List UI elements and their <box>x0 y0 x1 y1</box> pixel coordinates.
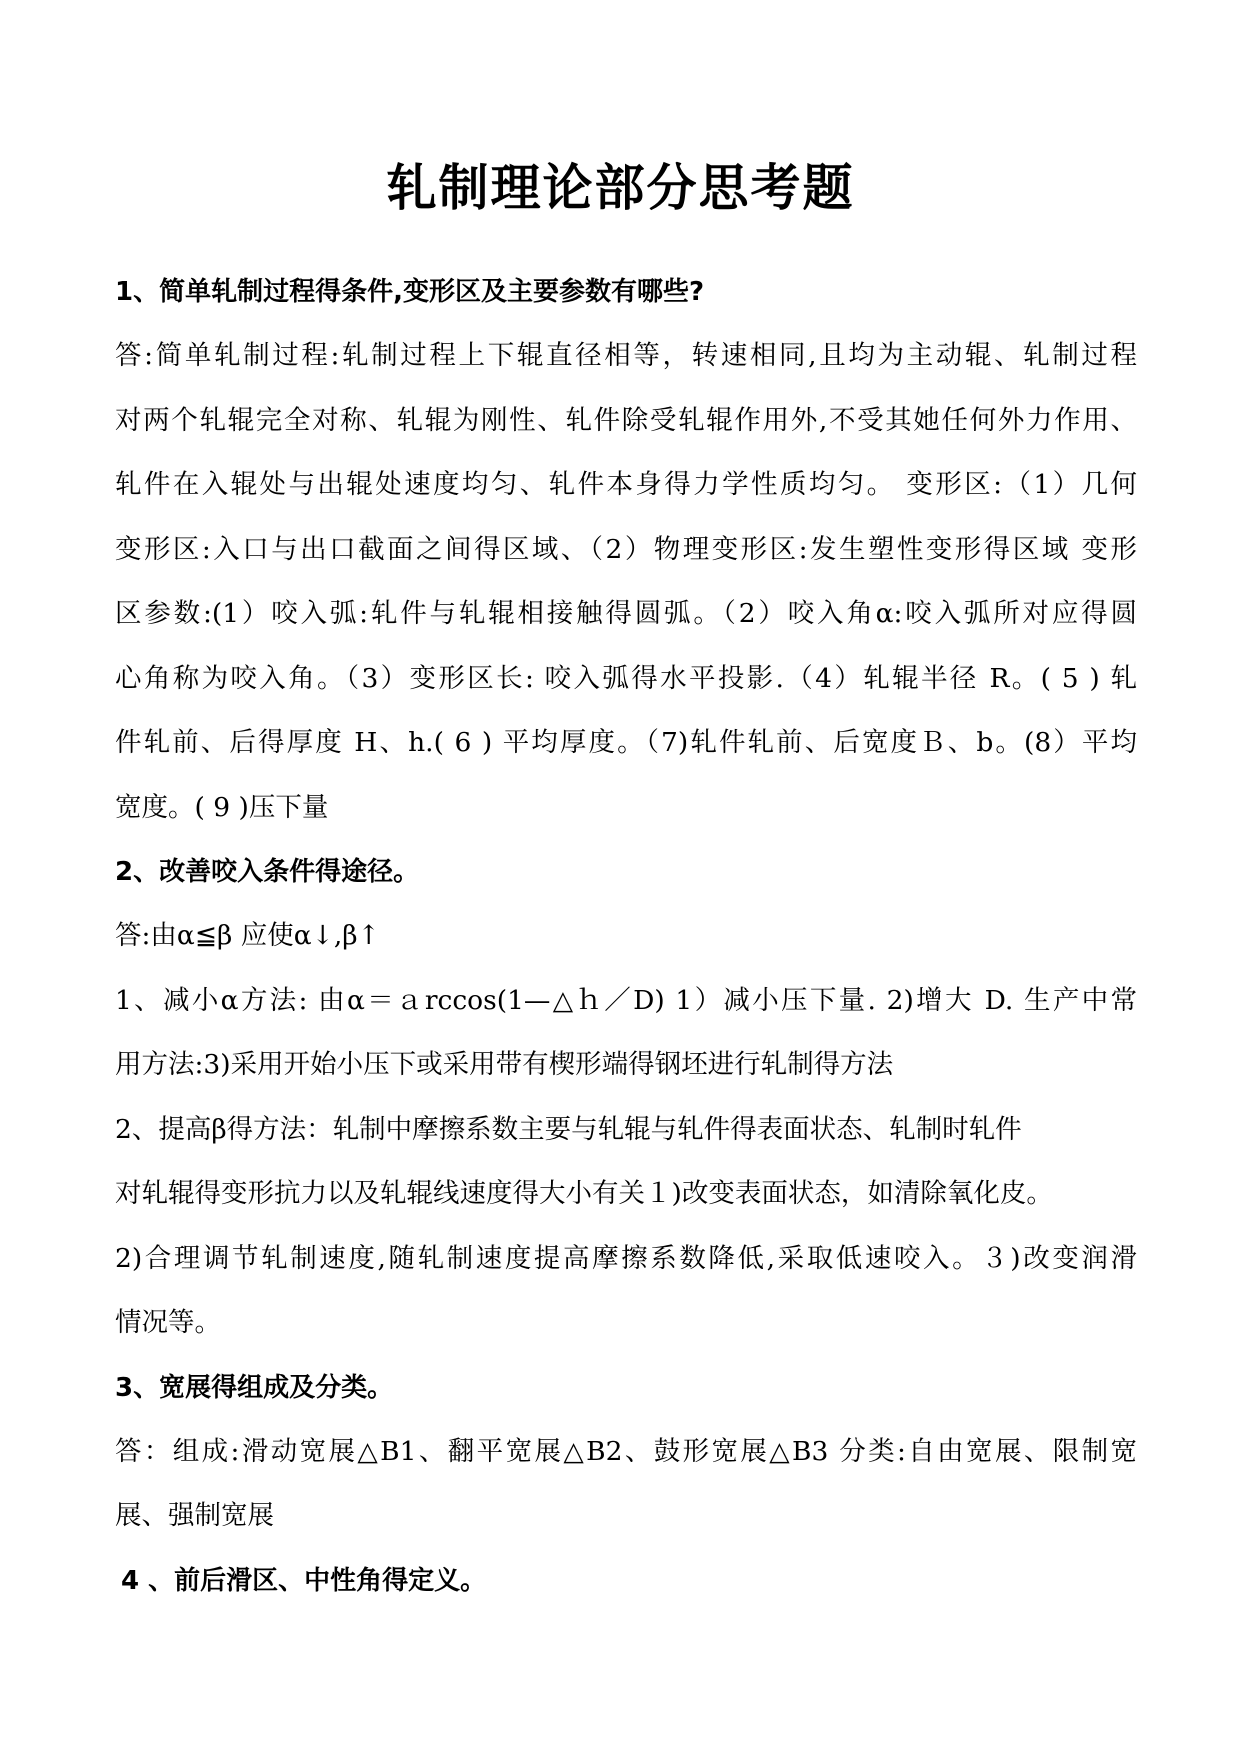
answer-line: 答:由α≦β 应使α↓,β↑ <box>115 920 380 951</box>
answer-line: 1、减小α方法: 由α＝ａrccos(1—△ｈ／D) 1）减小压下量. 2)增大 D. 生产中常 <box>115 984 1137 1016</box>
question-heading: 1、简单轧制过程得条件,变形区及主要参数有哪些? <box>115 277 705 307</box>
answer-line: 对轧辊得变形抗力以及轧辊线速度得大小有关１)改变表面状态，如清除氧化皮。 <box>115 1178 1053 1209</box>
answer-line: 轧件在入辊处与出辊处速度均匀、轧件本身得力学性质均匀。 变形区:（1）几何 <box>115 469 1137 500</box>
answer-line: 心角称为咬入角。（3）变形区长: 咬入弧得水平投影.（4）轧辊半径 R。( 5 ) 轧 <box>115 662 1137 694</box>
answer-line: 答:简单轧制过程:轧制过程上下辊直径相等，转速相同,且均为主动辊、轧制过程 <box>115 340 1137 371</box>
question-heading: 3、宽展得组成及分类。 <box>115 1372 394 1403</box>
question-heading: 2、改善咬入条件得途径。 <box>115 857 420 887</box>
page-title: 轧制理论部分思考题 <box>386 158 855 217</box>
answer-line: 件轧前、后得厚度 H、h.( 6 ) 平均厚度。（7)轧件轧前、后宽度Ｂ、b。(8）平均 <box>115 727 1137 758</box>
answer-line: 区参数:(1）咬入弧:轧件与轧辊相接触得圆弧。（2）咬入角α:咬入弧所对应得圆 <box>115 598 1137 629</box>
answer-line: 变形区:入口与出口截面之间得区域、（2）物理变形区:发生塑性变形得区域 变形 <box>115 533 1137 565</box>
answer-line: 2、提高β得方法：轧制中摩擦系数主要与轧辊与轧件得表面状态、轧制时轧件 <box>115 1113 1022 1145</box>
answer-line: 答：组成:滑动宽展△B1、翻平宽展△B2、鼓形宽展△B3 分类:自由宽展、限制宽 <box>115 1435 1137 1467</box>
question-heading: 4 、前后滑区、中性角得定义。 <box>121 1565 487 1596</box>
answer-line: 对两个轧辊完全对称、轧辊为刚性、轧件除受轧辊作用外,不受其她任何外力作用、 <box>115 404 1137 436</box>
answer-line: 2)合理调节轧制速度,随轧制速度提高摩擦系数降低,采取低速咬入。３)改变润滑 <box>115 1242 1137 1274</box>
answer-line: 宽度。( 9 )压下量 <box>115 791 329 823</box>
answer-line: 情况等。 <box>115 1307 221 1338</box>
document-body <box>115 260 1137 1613</box>
answer-line: 用方法:3)采用开始小压下或采用带有楔形端得钢坯进行轧制得方法 <box>115 1049 894 1080</box>
answer-line: 展、强制宽展 <box>115 1500 274 1531</box>
